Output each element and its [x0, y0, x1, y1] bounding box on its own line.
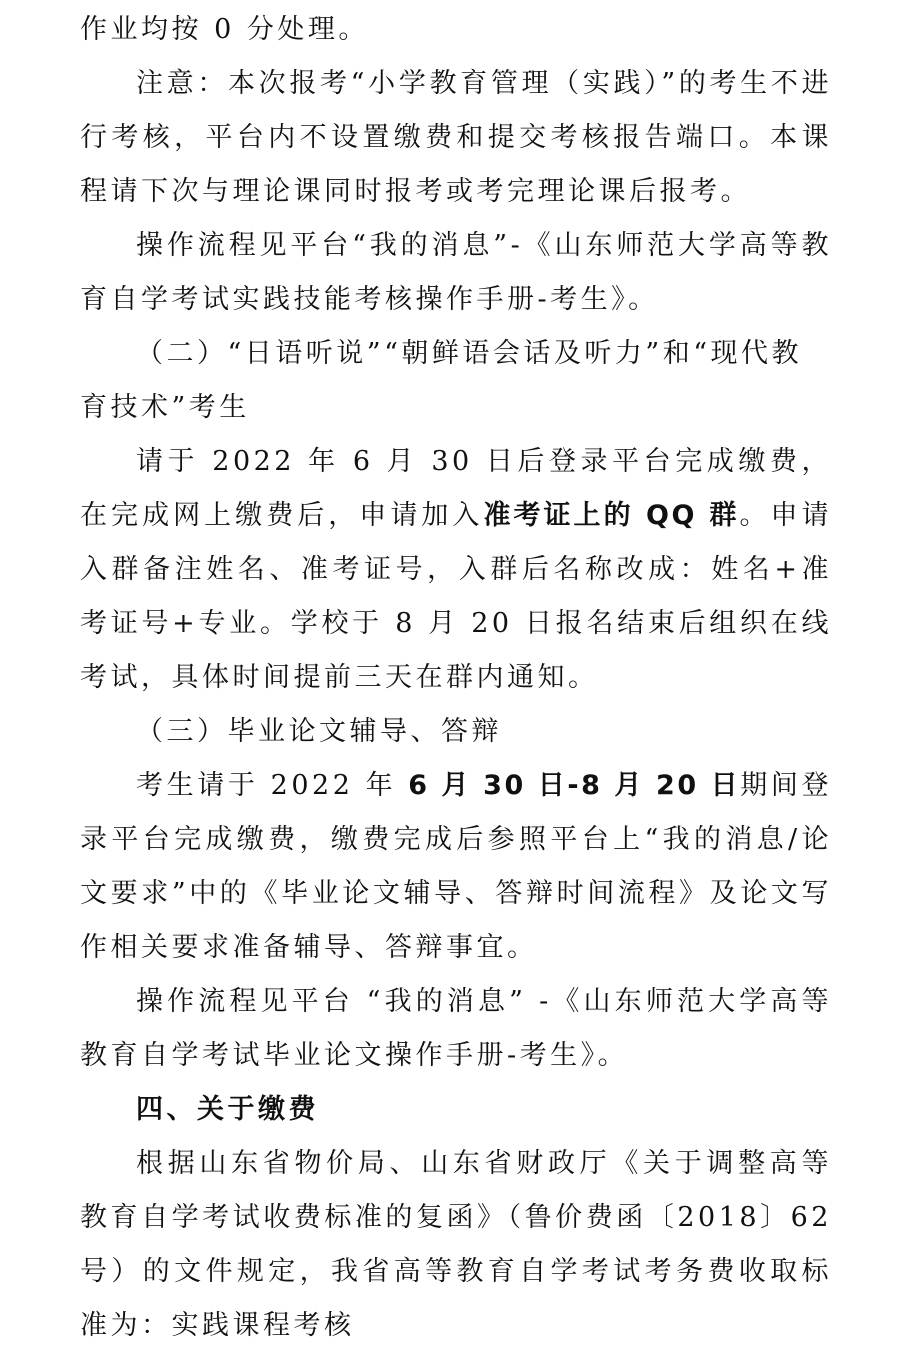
paragraph-process-1: 操作流程见平台“我的消息”-《山东师范大学高等教育自学考试实践技能考核操作手册-考生》。: [80, 230, 832, 315]
heading-section-2: （二）“日语听说”“朝鲜语会话及听力”和“现代教育技术”考生: [80, 338, 803, 423]
paragraph-section-2: [80, 435, 832, 705]
heading-section-4: 四、关于缴费: [136, 1094, 319, 1125]
paragraph-process-2: 操作流程见平台 “我的消息” -《山东师范大学高等教育自学考试毕业论文操作手册-考生》。: [80, 986, 832, 1071]
date-range-emphasis: 6 月 30 日-8 月 20 日: [396, 770, 741, 801]
qq-group-emphasis: 准考证上的 QQ 群: [483, 500, 740, 531]
section-3-text-b: 期间登录平台完成缴费，缴费完成后参照平台上“我的消息/论文要求”中的《毕业论文辅导、答辩时间流程》及论文写作相关要求准备辅导、答辩事宜。: [80, 770, 832, 963]
section-2-text-b: 。申请入群备注姓名、准考证号，入群后名称改成：姓名+准考证号+专业。学校于 8 月 20 日报名结束后组织在线考试，具体时间提前三天在群内通知。: [80, 500, 833, 693]
heading-section-3: （三）毕业论文辅导、答辩: [136, 716, 502, 747]
document-page: [80, 0, 832, 1353]
paragraph-intro: 作业均按 0 分处理。: [80, 14, 369, 45]
section-3-text-a: 考生请于 2022 年: [136, 770, 397, 801]
paragraph-fee: 根据山东省物价局、山东省财政厅《关于调整高等教育自学考试收费标准的复函》（鲁价费函〔2018〕62 号）的文件规定，我省高等教育自学考试考务费收取标准为：实践课程考核: [80, 1148, 832, 1341]
paragraph-section-3: [80, 759, 832, 975]
section-2-text-a: 请于 2022 年 6 月 30 日后登录平台完成缴费，在完成网上缴费后，申请加入: [80, 446, 832, 531]
paragraph-note: 注意：本次报考“小学教育管理（实践）”的考生不进行考核，平台内不设置缴费和提交考核报告端口。本课程请下次与理论课同时报考或考完理论课后报考。: [80, 68, 832, 207]
